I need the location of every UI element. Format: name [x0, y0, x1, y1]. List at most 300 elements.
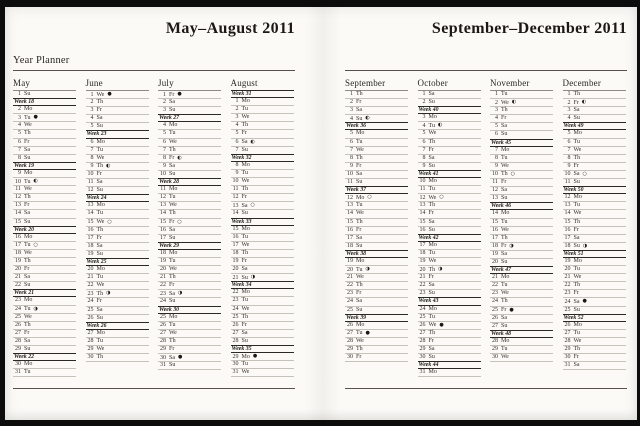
day-row [418, 122, 481, 130]
day-number: 24 [15, 306, 21, 313]
weekday-abbr: Mo [573, 194, 582, 201]
day-number: 19 [15, 257, 21, 264]
day-row [563, 99, 626, 107]
day-row [490, 99, 553, 107]
day-number: 10 [15, 178, 21, 185]
day-number: 5 [18, 130, 21, 137]
weekday-abbr: Sa [241, 202, 248, 209]
weekday-abbr: Su [573, 306, 580, 313]
day-row [418, 258, 481, 266]
day-number: 9 [90, 163, 94, 170]
weekday-abbr: Su [241, 337, 248, 344]
week-label-row: Week 18 [13, 98, 76, 106]
new-moon-icon: ● [178, 354, 183, 361]
week-label-row: Week 42 [418, 234, 481, 242]
day-number: 18 [564, 243, 571, 250]
weekday-abbr: Mo [169, 249, 178, 256]
day-row [418, 130, 481, 138]
day-row [158, 266, 221, 274]
weekday-abbr: Fr [96, 170, 102, 177]
year-planner-label: Year Planner [13, 55, 70, 66]
day-number: 9 [163, 162, 166, 169]
weekday-abbr: Su [96, 123, 103, 130]
day-number: 20 [419, 266, 426, 273]
weekday-abbr: Tu [169, 257, 176, 264]
weekday-abbr: Su [428, 290, 435, 297]
weekday-abbr: Sa [96, 306, 103, 313]
new-moon-icon: ● [33, 114, 38, 121]
weekday-abbr: Th [428, 202, 436, 209]
day-number: 26 [87, 314, 94, 321]
day-number: 30 [347, 354, 353, 361]
day-row [231, 130, 294, 138]
day-row [563, 330, 626, 338]
day-number: 24 [87, 298, 94, 305]
weekday-abbr: Th [428, 266, 436, 273]
weekday-abbr: Th [96, 99, 104, 106]
month-name: September [345, 76, 408, 91]
weekday-abbr: Fr [356, 162, 362, 169]
day-row [345, 298, 408, 306]
day-row [86, 179, 149, 187]
weekday-abbr: Th [356, 282, 363, 289]
last-quarter-icon: ◑ [250, 274, 256, 281]
day-row [86, 107, 149, 115]
weekday-abbr: Th [573, 282, 581, 289]
weekday-abbr: Fr [169, 346, 175, 352]
weekday-abbr: Mo [356, 194, 365, 201]
day-row [158, 186, 221, 194]
week-label-row: Week 38 [345, 250, 408, 258]
weekday-abbr: Th [96, 354, 104, 361]
day-row [86, 202, 149, 210]
last-quarter-icon: ◑ [365, 266, 370, 273]
day-number: 31 [419, 369, 426, 376]
weekday-abbr: Tu [573, 329, 580, 336]
day-number: 26 [232, 321, 239, 328]
day-row [490, 171, 553, 179]
weekday-abbr: Sa [573, 362, 580, 369]
day-number: 28 [492, 337, 498, 344]
weekday-abbr: Su [24, 91, 31, 97]
weekday-abbr: Tu [96, 337, 103, 344]
day-row [345, 91, 408, 99]
full-moon-icon: ○ [582, 170, 587, 177]
day-number: 4 [567, 115, 571, 122]
day-row [13, 147, 76, 155]
day-row [563, 290, 626, 298]
last-quarter-icon: ◑ [33, 305, 38, 312]
day-number: 20 [347, 266, 353, 273]
week-label-row: Week 50 [563, 186, 626, 194]
month-column-may [13, 76, 76, 377]
new-moon-icon: ● [252, 353, 258, 360]
day-number: 8 [235, 161, 239, 168]
day-number: 6 [163, 138, 166, 145]
day-number: 14 [87, 210, 94, 217]
day-number: 25 [347, 306, 353, 313]
weekday-abbr: Mo [24, 297, 33, 304]
day-number: 7 [350, 146, 353, 153]
weekday-abbr: We [356, 337, 364, 344]
day-row [86, 274, 149, 282]
new-moon-icon: ● [509, 306, 514, 313]
weekday-abbr: We [241, 114, 250, 121]
first-quarter-icon: ◐ [177, 154, 182, 161]
week-label-row: Week 48 [490, 330, 553, 338]
weekday-abbr: Mo [96, 202, 105, 209]
day-row [345, 346, 408, 354]
weekday-abbr: Sa [169, 162, 175, 169]
day-row [86, 298, 149, 306]
day-row [345, 219, 408, 227]
day-number: 14 [160, 210, 166, 217]
weekday-abbr: We [573, 210, 582, 217]
month-name: June [86, 76, 149, 91]
day-number: 13 [15, 202, 21, 209]
weekday-abbr: Tu [356, 266, 363, 273]
weekday-abbr: Tu [356, 138, 363, 145]
page-title-right: September–December 2011 [431, 20, 627, 37]
day-number: 30 [419, 354, 426, 361]
day-number: 20 [492, 258, 498, 265]
weekday-abbr: Mo [356, 257, 365, 264]
day-number: 16 [232, 233, 239, 240]
weekday-abbr: Fr [241, 257, 247, 264]
day-number: 3 [163, 107, 166, 114]
day-number: 19 [87, 250, 94, 257]
day-number: 14 [15, 210, 21, 217]
weekday-abbr: Mo [501, 210, 510, 217]
day-row [563, 210, 626, 218]
bottom-rule-right [345, 388, 627, 389]
day-number: 21 [160, 274, 166, 281]
week-label-row: Week 43 [418, 297, 481, 305]
day-number: 15 [419, 218, 426, 225]
month-name: November [490, 76, 553, 91]
day-number: 1 [422, 91, 426, 97]
day-number: 16 [87, 226, 94, 233]
day-number: 2 [350, 99, 353, 106]
day-number: 23 [564, 290, 571, 297]
weekday-abbr: Sa [96, 242, 103, 249]
day-row [231, 250, 294, 258]
day-number: 8 [495, 154, 498, 161]
weekday-abbr: Su [169, 170, 176, 177]
day-row [86, 115, 149, 123]
day-number: 5 [567, 130, 571, 137]
day-number: 9 [567, 162, 571, 169]
weekday-abbr: We [96, 346, 105, 352]
month-name: December [563, 76, 626, 91]
day-number: 2 [18, 106, 21, 113]
weekday-abbr: Sa [573, 107, 580, 114]
weekday-abbr: We [573, 337, 582, 344]
day-row [158, 362, 221, 370]
weekday-abbr: Th [241, 122, 249, 129]
day-number: 21 [564, 274, 571, 281]
weekday-abbr: We [428, 194, 437, 201]
day-number: 27 [232, 329, 239, 336]
day-number: 8 [90, 154, 94, 161]
day-number: 31 [15, 369, 21, 376]
week-label-row: Week 32 [231, 154, 294, 162]
day-number: 15 [492, 218, 498, 225]
day-number: 2 [235, 106, 239, 113]
weekday-abbr: We [573, 274, 582, 281]
day-number: 9 [235, 169, 239, 176]
day-row [13, 274, 76, 282]
day-row [86, 227, 149, 235]
day-number: 14 [232, 210, 239, 217]
full-moon-icon: ○ [250, 202, 255, 209]
day-row [231, 98, 294, 106]
day-row [86, 330, 149, 338]
weekday-abbr: Fr [573, 162, 579, 169]
weekday-abbr: Sa [428, 91, 435, 97]
day-number: 17 [160, 234, 166, 241]
week-label-row: Week 37 [345, 186, 408, 194]
day-row [13, 369, 76, 377]
day-row [13, 306, 76, 314]
weekday-abbr: Tu [241, 106, 248, 113]
day-row [418, 282, 481, 290]
day-number: 28 [419, 337, 426, 344]
day-row [158, 290, 221, 298]
weekday-abbr: We [96, 282, 105, 289]
weekday-abbr: Fr [24, 266, 30, 273]
day-row [231, 170, 294, 178]
day-row [345, 322, 408, 330]
day-row [158, 147, 221, 155]
day-number: 13 [160, 202, 166, 209]
weekday-abbr: Th [573, 346, 581, 352]
weekday-abbr: Tu [501, 154, 508, 161]
day-number: 19 [419, 257, 426, 264]
weekday-abbr: We [241, 305, 250, 312]
day-number: 30 [564, 354, 571, 361]
weekday-abbr: Tu [356, 202, 363, 209]
day-row [86, 290, 149, 298]
day-row [418, 194, 481, 202]
day-row [563, 322, 626, 330]
day-row [345, 258, 408, 266]
day-number: 14 [564, 210, 571, 217]
new-moon-icon: ● [439, 321, 444, 328]
day-row [490, 210, 553, 218]
weekday-abbr: Th [501, 171, 508, 178]
weekday-abbr: Mo [573, 257, 582, 264]
day-row [490, 307, 553, 315]
day-number: 12 [564, 194, 571, 201]
day-number: 1 [235, 98, 239, 105]
day-row [490, 107, 553, 115]
day-number: 13 [347, 202, 353, 209]
weekday-abbr: Th [24, 130, 31, 137]
weekday-abbr: Sa [356, 298, 362, 305]
first-quarter-icon: ◐ [437, 122, 443, 129]
day-row [86, 171, 149, 179]
weekday-abbr: Th [169, 274, 176, 281]
weekday-abbr: We [24, 122, 32, 129]
day-row [86, 307, 149, 315]
new-moon-icon: ● [365, 329, 370, 336]
weekday-abbr: Fr [428, 337, 434, 344]
weekday-abbr: Tu [24, 306, 31, 313]
day-row [231, 226, 294, 234]
page-gutter [305, 7, 341, 420]
day-row [13, 210, 76, 218]
day-number: 29 [87, 346, 94, 352]
weekday-abbr: Th [356, 346, 363, 352]
weekday-abbr: Th [169, 146, 176, 153]
day-number: 7 [495, 146, 498, 153]
first-quarter-icon: ◐ [106, 162, 111, 169]
weekday-abbr: Sa [169, 99, 175, 106]
day-number: 30 [160, 354, 166, 361]
weekday-abbr: Su [24, 282, 31, 289]
day-row [490, 155, 553, 163]
weekday-abbr: Mo [24, 169, 33, 176]
day-number: 29 [232, 353, 239, 360]
weekday-abbr: Su [169, 107, 176, 114]
day-number: 16 [15, 233, 21, 240]
day-number: 13 [564, 202, 571, 209]
weekday-abbr: Sa [24, 337, 30, 344]
day-number: 26 [347, 321, 353, 328]
day-row [418, 266, 481, 274]
day-row [231, 194, 294, 202]
day-row [158, 130, 221, 138]
day-number: 9 [422, 162, 426, 169]
day-row [490, 187, 553, 195]
week-label-row: Week 23 [86, 130, 149, 138]
day-number: 11 [232, 186, 239, 193]
day-row [158, 202, 221, 210]
day-number: 28 [15, 337, 21, 344]
day-number: 17 [15, 242, 21, 249]
day-row [563, 147, 626, 155]
day-number: 6 [90, 138, 94, 145]
day-number: 21 [15, 274, 21, 281]
day-number: 29 [160, 346, 166, 352]
day-number: 24 [419, 305, 426, 312]
week-label-row: Week 34 [231, 281, 294, 289]
day-row [490, 274, 553, 282]
day-number: 22 [564, 282, 571, 289]
day-row [13, 186, 76, 194]
weekday-abbr: Su [573, 115, 580, 122]
day-row [13, 242, 76, 250]
weekday-abbr: Su [96, 250, 103, 257]
day-row [563, 338, 626, 346]
day-number: 12 [160, 194, 166, 201]
day-number: 10 [347, 170, 353, 177]
day-number: 21 [87, 274, 94, 281]
weekday-abbr: Fr [501, 243, 507, 250]
day-row [86, 155, 149, 163]
day-number: 18 [232, 249, 239, 256]
last-quarter-icon: ◑ [178, 290, 183, 297]
day-row [345, 227, 408, 235]
weekday-abbr: Su [428, 354, 435, 361]
day-row [158, 250, 221, 258]
new-moon-icon: ● [582, 298, 587, 305]
weekday-abbr: We [24, 186, 32, 193]
day-number: 27 [87, 329, 94, 336]
day-row [13, 250, 76, 258]
last-quarter-icon: ◑ [438, 266, 443, 273]
day-number: 22 [419, 282, 426, 289]
day-number: 14 [419, 210, 426, 217]
day-row [231, 186, 294, 194]
weekday-abbr: Fr [428, 210, 434, 217]
weekday-abbr: Fr [24, 202, 30, 209]
weekday-abbr: Sa [428, 218, 435, 225]
day-row [563, 194, 626, 202]
day-number: 20 [15, 266, 21, 273]
day-row [86, 99, 149, 107]
weekday-abbr: Su [169, 234, 176, 241]
day-row [490, 179, 553, 187]
day-number: 12 [419, 194, 426, 201]
day-number: 4 [350, 115, 353, 122]
weekday-abbr: Fr [501, 115, 507, 122]
full-moon-icon: ○ [107, 218, 112, 225]
day-row [231, 202, 294, 210]
day-number: 24 [564, 298, 571, 305]
weekday-abbr: Th [24, 257, 31, 264]
day-number: 18 [87, 242, 94, 249]
weekday-abbr: Mo [573, 130, 582, 137]
last-quarter-icon: ◑ [509, 242, 514, 249]
weekday-abbr: Mo [241, 225, 250, 232]
day-row [86, 282, 149, 290]
day-number: 10 [564, 171, 571, 178]
day-row [345, 147, 408, 155]
day-number: 2 [422, 99, 426, 106]
weekday-abbr: We [356, 210, 364, 217]
day-number: 29 [564, 346, 571, 352]
planner-spread [5, 7, 637, 420]
day-number: 13 [232, 202, 239, 209]
week-label-row: Week 47 [490, 266, 553, 274]
weekday-abbr: Su [96, 314, 103, 321]
day-row [490, 346, 553, 354]
weekday-abbr: Sa [96, 179, 103, 186]
day-row [231, 369, 294, 377]
weekday-abbr: Su [428, 162, 435, 169]
day-row [13, 330, 76, 338]
full-moon-icon: ○ [439, 194, 444, 201]
day-row [231, 297, 294, 305]
day-number: 31 [160, 362, 166, 369]
day-number: 22 [160, 282, 166, 289]
day-row [418, 114, 481, 122]
day-number: 7 [567, 146, 571, 153]
weekday-abbr: Su [428, 99, 435, 106]
day-number: 15 [87, 219, 94, 225]
day-row [13, 266, 76, 274]
day-number: 4 [495, 115, 498, 122]
day-row [563, 282, 626, 290]
day-number: 8 [350, 154, 353, 161]
weekday-abbr: Mo [24, 361, 33, 368]
new-moon-icon: ● [177, 91, 182, 97]
day-number: 11 [564, 179, 571, 186]
day-row [158, 227, 221, 235]
first-quarter-icon: ◐ [250, 138, 255, 145]
